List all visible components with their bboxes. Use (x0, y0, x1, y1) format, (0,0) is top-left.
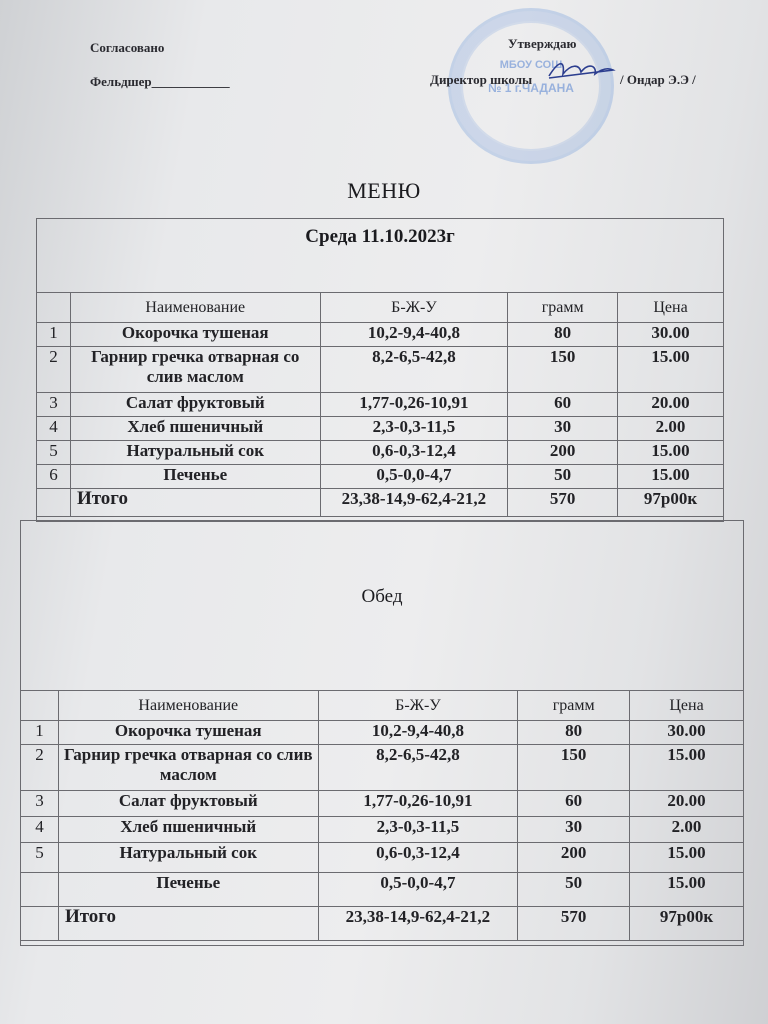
dish-name: Гарнир гречка отварная со слив маслом (70, 347, 320, 393)
row-index: 2 (21, 745, 59, 791)
total-label: Итого (70, 489, 320, 517)
dish-bju: 2,3-0,3-11,5 (318, 817, 518, 843)
total-index (21, 907, 59, 941)
dish-bju: 2,3-0,3-11,5 (320, 417, 508, 441)
dish-name: Натуральный сок (70, 441, 320, 465)
table-header-row (21, 691, 744, 721)
col-bju: Б-Ж-У (318, 691, 518, 721)
table-row (21, 791, 744, 817)
lunch-table (20, 690, 744, 941)
total-price: 97р00к (618, 489, 724, 517)
total-label: Итого (58, 907, 318, 941)
dish-grams: 60 (518, 791, 630, 817)
director-label: Директор школы (430, 72, 533, 87)
table-row (21, 745, 744, 791)
dish-bju: 1,77-0,26-10,91 (320, 393, 508, 417)
col-price: Цена (618, 293, 724, 323)
dish-grams: 150 (508, 347, 618, 393)
approved-label: Утверждаю (508, 36, 577, 51)
dish-bju: 0,5-0,0-4,7 (318, 873, 518, 907)
row-index: 1 (21, 721, 59, 745)
director-name: / Ондар Э.Э / (620, 72, 696, 87)
table-row (21, 721, 744, 745)
dish-name: Печенье (70, 465, 320, 489)
row-index: 3 (21, 791, 59, 817)
table-row (21, 873, 744, 907)
dish-price: 2.00 (630, 817, 744, 843)
dish-bju: 10,2-9,4-40,8 (318, 721, 518, 745)
dish-price: 15.00 (618, 441, 724, 465)
dish-bju: 1,77-0,26-10,91 (318, 791, 518, 817)
dish-bju: 8,2-6,5-42,8 (320, 347, 508, 393)
table-row (37, 393, 724, 417)
row-index (21, 873, 59, 907)
dish-price: 15.00 (630, 873, 744, 907)
director-signature (545, 58, 617, 82)
dish-price: 15.00 (630, 745, 744, 791)
page-title: МЕНЮ (347, 178, 421, 203)
row-index: 5 (21, 843, 59, 873)
row-index: 4 (21, 817, 59, 843)
dish-name: Салат фруктовый (70, 393, 320, 417)
col-price: Цена (630, 691, 744, 721)
dish-price: 20.00 (618, 393, 724, 417)
total-price: 97р00к (630, 907, 744, 941)
total-row (21, 907, 744, 941)
dish-grams: 50 (508, 465, 618, 489)
breakfast-table (36, 292, 724, 517)
dish-grams: 30 (508, 417, 618, 441)
header-index (37, 293, 71, 323)
col-grams: грамм (508, 293, 618, 323)
lunch-title: Обед (361, 586, 403, 607)
dish-name: Натуральный сок (58, 843, 318, 873)
table-row (37, 323, 724, 347)
total-bju: 23,38-14,9-62,4-21,2 (318, 907, 518, 941)
row-index: 5 (37, 441, 71, 465)
table-row (37, 347, 724, 393)
stamp-text-2: № 1 г.ЧАДАНА (488, 81, 574, 95)
dish-grams: 60 (508, 393, 618, 417)
dish-bju: 0,5-0,0-4,7 (320, 465, 508, 489)
col-name: Наименование (70, 293, 320, 323)
table-row (37, 441, 724, 465)
dish-bju: 10,2-9,4-40,8 (320, 323, 508, 347)
stamp-text-1: МБОУ СОШ (499, 59, 563, 71)
dish-price: 30.00 (630, 721, 744, 745)
dish-name: Хлеб пшеничный (58, 817, 318, 843)
dish-grams: 150 (518, 745, 630, 791)
col-grams: грамм (518, 691, 630, 721)
total-row (37, 489, 724, 517)
table-row (21, 817, 744, 843)
dish-price: 20.00 (630, 791, 744, 817)
row-index: 6 (37, 465, 71, 489)
dish-name: Окорочка тушеная (70, 323, 320, 347)
total-grams: 570 (518, 907, 630, 941)
dish-grams: 200 (508, 441, 618, 465)
row-index: 3 (37, 393, 71, 417)
dish-name: Печенье (58, 873, 318, 907)
dish-price: 2.00 (618, 417, 724, 441)
dish-name: Хлеб пшеничный (70, 417, 320, 441)
dish-price: 15.00 (618, 347, 724, 393)
dish-grams: 80 (518, 721, 630, 745)
table-row (37, 465, 724, 489)
dish-grams: 200 (518, 843, 630, 873)
row-index: 2 (37, 347, 71, 393)
table-row (21, 843, 744, 873)
row-index: 4 (37, 417, 71, 441)
total-grams: 570 (508, 489, 618, 517)
dish-bju: 0,6-0,3-12,4 (320, 441, 508, 465)
col-name: Наименование (58, 691, 318, 721)
dish-bju: 8,2-6,5-42,8 (318, 745, 518, 791)
dish-price: 15.00 (630, 843, 744, 873)
table-row (37, 417, 724, 441)
dish-name: Гарнир гречка отварная со слив маслом (58, 745, 318, 791)
row-index: 1 (37, 323, 71, 347)
dish-bju: 0,6-0,3-12,4 (318, 843, 518, 873)
header-index (21, 691, 59, 721)
total-index (37, 489, 71, 517)
day-title: Среда 11.10.2023г (305, 226, 455, 247)
dish-price: 30.00 (618, 323, 724, 347)
dish-grams: 30 (518, 817, 630, 843)
dish-name: Окорочка тушеная (58, 721, 318, 745)
col-bju: Б-Ж-У (320, 293, 508, 323)
table-header-row (37, 293, 724, 323)
agreed-label: Согласовано (90, 40, 165, 55)
dish-price: 15.00 (618, 465, 724, 489)
dish-name: Салат фруктовый (58, 791, 318, 817)
paramedic-line: Фельдшер____________ (90, 74, 230, 89)
dish-grams: 80 (508, 323, 618, 347)
dish-grams: 50 (518, 873, 630, 907)
total-bju: 23,38-14,9-62,4-21,2 (320, 489, 508, 517)
